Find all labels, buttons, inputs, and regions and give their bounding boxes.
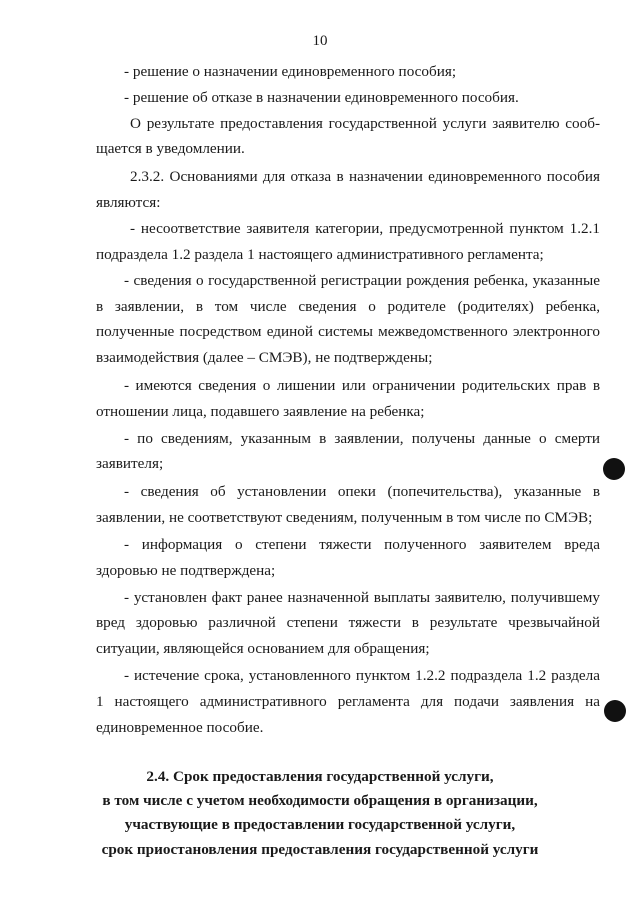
text-line: - по сведениям, указанным в заявлении, получены данные о смерти: [124, 430, 600, 447]
text-line: являются:: [96, 194, 161, 211]
page-number: 10: [312, 33, 328, 49]
text-line: - установлен факт ранее назначенной выплаты заявителю, получившему: [124, 589, 600, 606]
text-line: подраздела 1.2 раздела 1 настоящего административного регламента;: [96, 246, 544, 263]
punch-hole-icon: [604, 700, 626, 722]
text-line: заявителя;: [96, 455, 164, 472]
text-line: - истечение срока, установленного пунктом 1.2.2 подраздела 1.2 раздела: [124, 667, 600, 684]
section-heading-line: в том числе с учетом необходимости обращения в организации,: [102, 792, 538, 809]
text-line: вред здоровью различной степени тяжести в результате чрезвычайной: [96, 614, 600, 631]
punch-hole-icon: [603, 458, 625, 480]
text-line: заявлении, не соответствуют сведениям, полученным в том числе по СМЭВ;: [96, 509, 593, 526]
text-line: полученные посредством единой системы межведомственного электронного: [96, 323, 600, 340]
text-line: О результате предоставления государственной услуги заявителю сооб-: [130, 115, 600, 132]
text-line: здоровью не подтверждена;: [96, 562, 276, 579]
text-line: - информация о степени тяжести полученного заявителем вреда: [124, 536, 600, 553]
text-line: - имеются сведения о лишении или ограничении родительских прав в: [124, 377, 600, 394]
text-line: - сведения о государственной регистрации рождения ребенка, указанные: [124, 272, 600, 289]
section-heading-line: участвующие в предоставлении государственной услуги,: [124, 816, 516, 833]
text-line: - несоответствие заявителя категории, предусмотренной пунктом 1.2.1: [130, 220, 600, 237]
text-line: 2.3.2. Основаниями для отказа в назначении единовременного пособия: [130, 168, 600, 185]
text-line: - решение об отказе в назначении единовременного пособия.: [124, 89, 519, 106]
text-line: щается в уведомлении.: [96, 140, 245, 157]
section-heading-line: 2.4. Срок предоставления государственной услуги,: [146, 768, 494, 785]
text-line: в заявлении, в том числе сведения о родителе (родителях) ребенка,: [96, 298, 600, 315]
text-line: отношении лица, подавшего заявление на ребенка;: [96, 403, 425, 420]
text-line: - решение о назначении единовременного пособия;: [124, 63, 457, 80]
text-line: единовременное пособие.: [96, 719, 264, 736]
section-heading-line: срок приостановления предоставления государственной услуги: [101, 841, 539, 858]
text-line: 1 настоящего административного регламента для подачи заявления на: [96, 693, 600, 710]
text-line: ситуации, являющейся основанием для обращения;: [96, 640, 430, 657]
text-line: - сведения об установлении опеки (попечительства), указанные в: [124, 483, 600, 500]
text-line: взаимодействия (далее – СМЭВ), не подтверждены;: [96, 349, 433, 366]
